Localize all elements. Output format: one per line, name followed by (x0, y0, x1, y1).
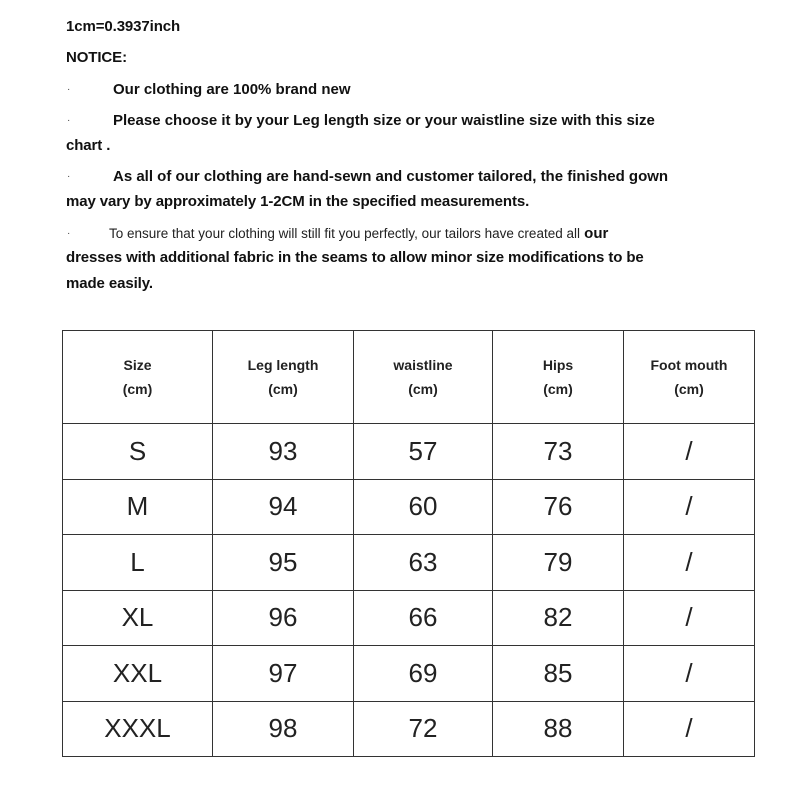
cell-leg-length: 97 (213, 646, 354, 702)
cell-waistline: 69 (354, 646, 493, 702)
cell-size: XL (63, 590, 213, 646)
cell-foot-mouth: / (624, 424, 755, 480)
cell-hips: 73 (493, 424, 624, 480)
cell-foot-mouth: / (624, 701, 755, 757)
table-row (63, 646, 755, 702)
cell-waistline: 63 (354, 535, 493, 591)
table-row (63, 701, 755, 757)
table-row (63, 535, 755, 591)
notice-3: As all of our clothing are hand-sewn and customer tailored, the finished gown (113, 168, 669, 185)
cell-waistline: 57 (354, 424, 493, 480)
notice-4-text: To ensure that your clothing will still fit you perfectly, our tailors have created all (109, 226, 580, 241)
notice-2-cont: chart . (66, 137, 111, 154)
cell-size: XXXL (63, 701, 213, 757)
notice-3-cont: may vary by approximately 1-2CM in the specified measurements. (66, 193, 530, 210)
table-row (63, 424, 755, 480)
cell-foot-mouth: / (624, 535, 755, 591)
cell-leg-length: 96 (213, 590, 354, 646)
cell-leg-length: 98 (213, 701, 354, 757)
cell-size: XXL (63, 646, 213, 702)
notice-2: Please choose it by your Leg length size or your waistline size with this size (113, 112, 655, 129)
cell-leg-length: 93 (213, 424, 354, 480)
cell-leg-length: 94 (213, 479, 354, 535)
cell-size: M (63, 479, 213, 535)
table-row (63, 590, 755, 646)
header-hips: Hips (cm) (493, 331, 624, 424)
header-size: Size (cm) (63, 331, 213, 424)
cell-size: S (63, 424, 213, 480)
bullet: · (67, 115, 71, 126)
table-header-row (63, 331, 755, 424)
cell-hips: 79 (493, 535, 624, 591)
bullet: · (67, 171, 71, 182)
table-row (63, 479, 755, 535)
notice-4-cont: dresses with additional fabric in the seams to allow minor size modifications to be (66, 249, 644, 266)
header-foot-mouth: Foot mouth (cm) (624, 331, 755, 424)
cell-size: L (63, 535, 213, 591)
notice-title: NOTICE: (66, 49, 127, 66)
cell-hips: 85 (493, 646, 624, 702)
bullet: · (67, 228, 71, 239)
cell-leg-length: 95 (213, 535, 354, 591)
header-waistline: waistline (cm) (354, 331, 493, 424)
cell-hips: 76 (493, 479, 624, 535)
header-leg-length: Leg length (cm) (213, 331, 354, 424)
cell-foot-mouth: / (624, 646, 755, 702)
notice-1: Our clothing are 100% brand new (113, 81, 351, 98)
cell-waistline: 72 (354, 701, 493, 757)
cell-hips: 88 (493, 701, 624, 757)
conversion-note: 1cm=0.3937inch (66, 18, 181, 35)
notice-4-tail: our (584, 225, 609, 242)
size-chart-table (62, 330, 755, 757)
bullet: · (67, 84, 71, 95)
cell-foot-mouth: / (624, 590, 755, 646)
notice-4-cont2: made easily. (66, 275, 153, 292)
notice-4 (109, 225, 608, 242)
cell-foot-mouth: / (624, 479, 755, 535)
cell-hips: 82 (493, 590, 624, 646)
cell-waistline: 60 (354, 479, 493, 535)
cell-waistline: 66 (354, 590, 493, 646)
